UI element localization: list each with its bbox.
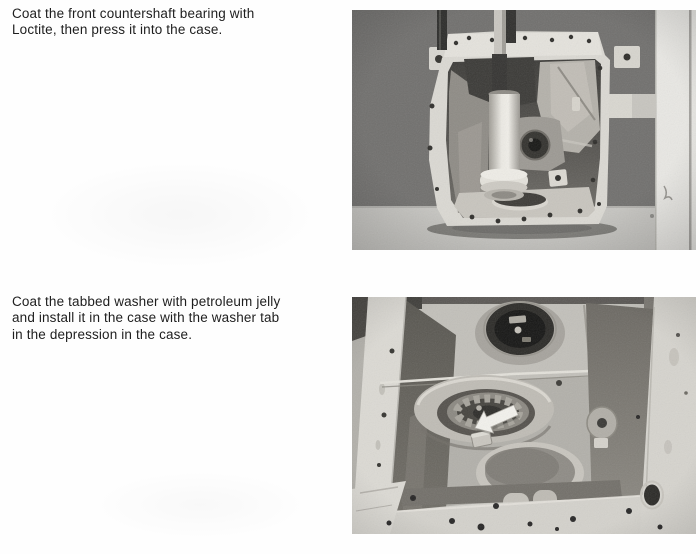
instruction-line: and install it in the case with the washer tab: [12, 310, 280, 326]
instruction-line: Loctite, then press it into the case.: [12, 22, 223, 38]
scan-smudge: [40, 160, 320, 270]
instruction-line: Coat the front countershaft bearing with: [12, 6, 255, 21]
photo-tabbed-washer: [352, 297, 696, 534]
photo-press-bearing: [352, 10, 696, 250]
scan-smudge: [90, 470, 310, 540]
instruction-line: Coat the tabbed washer with petroleum jelly: [12, 294, 281, 309]
instruction-line: in the depression in the case.: [12, 326, 193, 342]
photo-tabbed-washer-art: [352, 297, 696, 534]
instruction-step-press-bearing: [12, 6, 254, 39]
photo-press-bearing-art: [352, 10, 696, 250]
instruction-step-tabbed-washer: [12, 294, 280, 343]
